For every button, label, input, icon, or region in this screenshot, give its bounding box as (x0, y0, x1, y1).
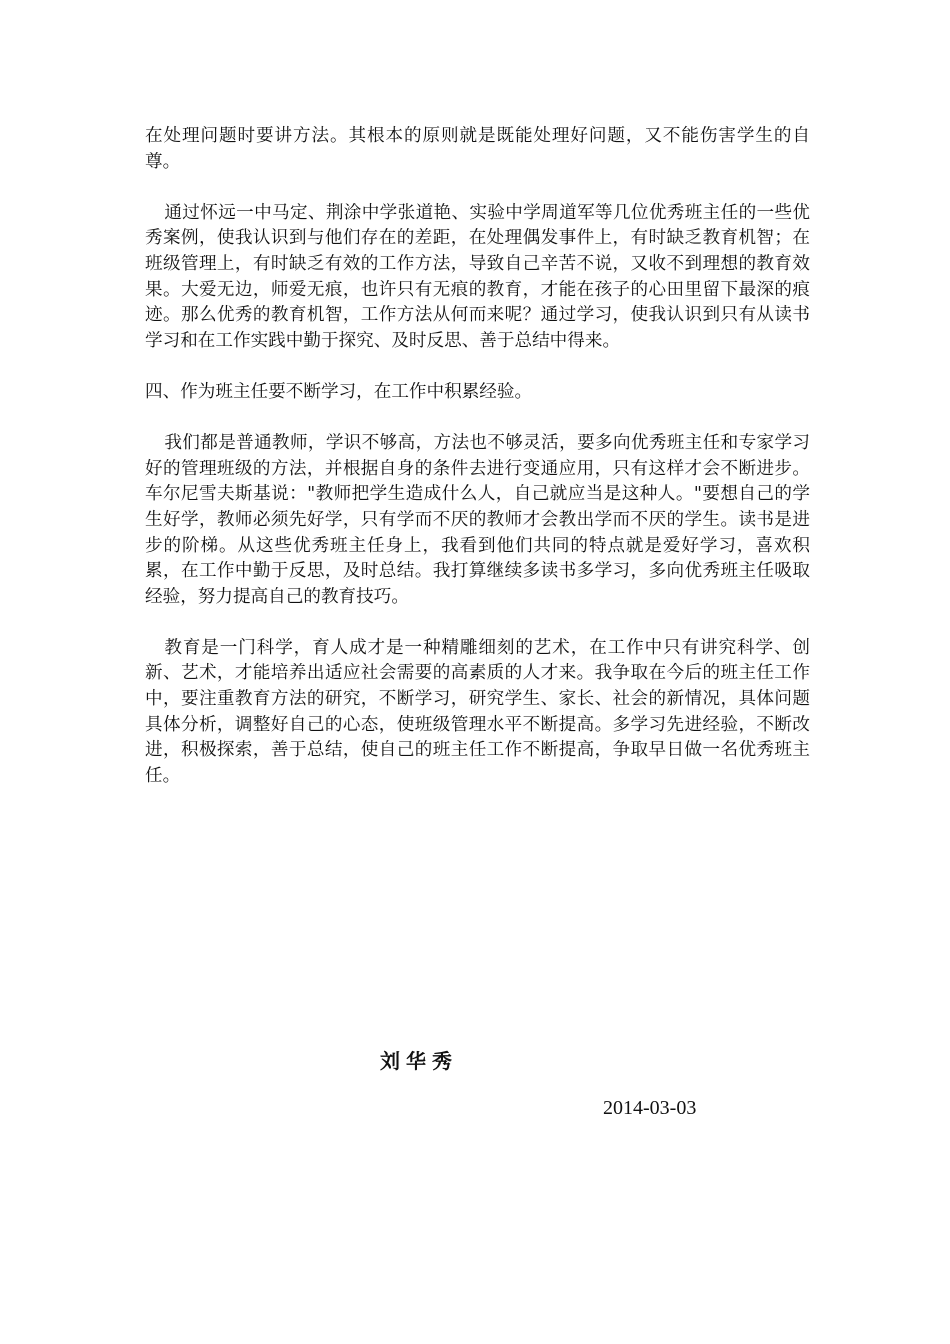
paragraph-education-science: 教育是一门科学，育人成才是一种精雕细刻的艺术，在工作中只有讲究科学、创新、艺术，才能培养出适应社会需要的高素质的人才来。我争取在今后的班主任工作中，要注重教育方法的研究，不断学习，研究学生、家长、社会的新情况，具体问题具体分析，调整好自己的心态，使班级管理水平不断提高。多学习先进经验，不断改进，积极探索，善于总结，使自己的班主任工作不断提高，争取早日做一名优秀班主任。 (145, 637, 810, 786)
paragraph-continuation: 在处理问题时要讲方法。其根本的原则就是既能处理好问题，又不能伤害学生的自尊。 (145, 126, 810, 172)
paragraph-continuous-learning: 我们都是普通教师，学识不够高，方法也不够灵活，要多向优秀班主任和专家学习好的管理班级的方法，并根据自身的条件去进行变通应用，只有这样才会不断进步。车尔尼雪夫斯基说："教师把学生造成什么人，自己就应当是这种人。"要想自己的学生好学，教师必须先好学，只有学而不厌的教师才会教出学而不厌的学生。读书是进步的阶梯。从这些优秀班主任身上，我看到他们共同的特点就是爱好学习，喜欢积累，在工作中勤于反思，及时总结。我打算继续多读书多学习，多向优秀班主任吸取经验，努力提高自己的教育技巧。 (145, 433, 810, 607)
author-signature: 刘华秀 (380, 1049, 458, 1073)
section-heading-four: 四、作为班主任要不断学习，在工作中积累经验。 (145, 381, 533, 402)
document-body (145, 124, 810, 815)
paragraph-excellent-cases: 通过怀远一中马定、荆涂中学张道艳、实验中学周道军等几位优秀班主任的一些优秀案例，使我认识到与他们存在的差距，在处理偶发事件上，有时缺乏教育机智；在班级管理上，有时缺乏有效的工作方法，导致自己辛苦不说，又收不到理想的教育效果。大爱无边，师爱无痕，也许只有无痕的教育，才能在孩子的心田里留下最深的痕迹。那么优秀的教育机智，工作方法从何而来呢？通过学习，使我认识到只有从读书学习和在工作实践中勤于探究、及时反思、善于总结中得来。 (145, 202, 810, 351)
document-date: 2014-03-03 (603, 1097, 697, 1119)
